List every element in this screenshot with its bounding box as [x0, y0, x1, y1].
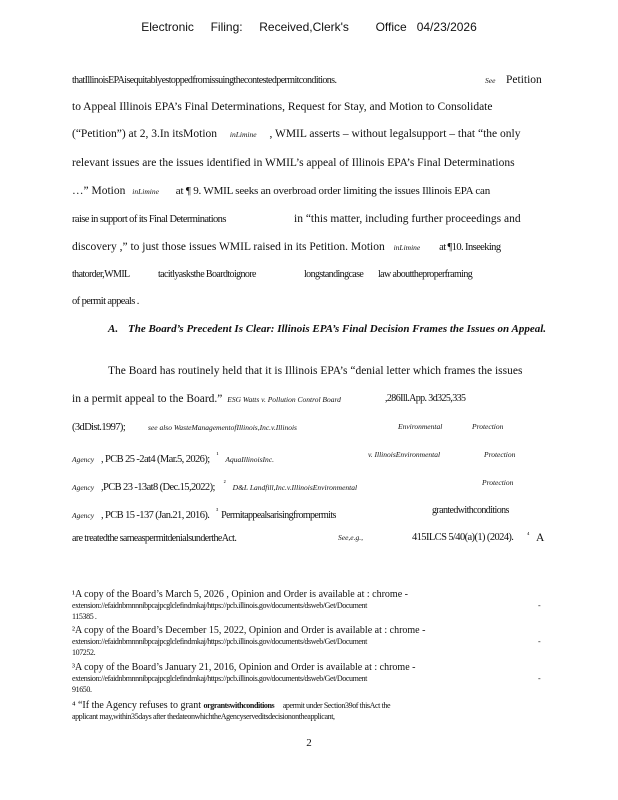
footnote-text: orgrantswithconditions: [203, 701, 275, 710]
footnote-1: [72, 589, 542, 622]
line-text: are treatedthe sameaspermitdenialsundertheAct.: [72, 533, 237, 544]
footnote-2: [72, 625, 542, 658]
citation-signal: See,e.g.,: [338, 533, 363, 542]
footnote-text: ³A copy of the Board’s January 21, 2016, Opinion and Order is available at : chrome -: [72, 662, 416, 673]
case-name: Protection: [482, 478, 514, 487]
case-term: inLimine: [132, 187, 159, 196]
heading-letter: A.: [108, 323, 119, 335]
body-line-9: of permit appeals .: [72, 296, 139, 307]
footnote-text: ¹A copy of the Board’s March 5, 2026 , Opinion and Order is available at : chrome -: [72, 589, 408, 600]
body-line-7: [72, 240, 500, 255]
line-text: tacitlyasksthe Boardtoignore: [158, 269, 256, 280]
case-name: D&L Landfill,Inc.v.IllinoisEnvironmental: [232, 482, 358, 492]
body-line-1: [72, 73, 542, 88]
case-name: see also WasteManagementofIllinois,Inc.v.Illinois: [148, 423, 297, 432]
footnote-text: applicant may,within35days after thedateonwhichtheAgencyserveditsdecisionontheapplicant,: [72, 712, 335, 721]
case-name: Agency: [72, 482, 95, 492]
case-name: Agency: [72, 510, 95, 520]
footnote-text: -: [538, 637, 541, 646]
line-text: 415ILCS 5/40(a)(1) (2024).: [412, 532, 514, 543]
line-text: thatIllinoisEPAisequitablyestoppedfromissuingthecontestedpermitconditions.: [72, 75, 337, 86]
body-line-3: [72, 127, 520, 142]
body-line-2: to Appeal Illinois EPA’s Final Determinations, Request for Stay, and Motion to Consolidate: [72, 101, 493, 113]
body-line-14: [72, 476, 514, 495]
page-number: 2: [306, 737, 312, 749]
case-name: v. IllinoisEnvironmental: [368, 450, 441, 459]
case-name: AquaIllinoisInc.: [225, 454, 274, 464]
line-text: Permitappealsarisingfrompermits: [221, 509, 336, 521]
footnote-text: 115385 .: [72, 612, 97, 621]
footnote-text: -: [538, 674, 541, 683]
footnote-ref: ¹: [216, 451, 219, 459]
heading-text: The Board’s Precedent Is Clear: Illinois EPA’s Final Decision Frames the Issues on Appeal.: [128, 323, 547, 335]
line-text: , WMIL asserts – without legalsupport – that “the only: [269, 128, 521, 140]
footnote-url: extension://efaidnbmnnnibpcajpcglclefindmkaj/https://pcb.illinois.gov/documents/dsweb/Get/Document: [72, 674, 367, 683]
footnote-text: ²A copy of the Board’s December 15, 2022, Opinion and Order is available at : chrome -: [72, 625, 426, 636]
line-text: discovery ,” to just those issues WMIL raised in its Petition. Motion: [72, 241, 385, 253]
line-text: at ¶ 9. WMIL seeks an overbroad order limiting the issues Illinois EPA can: [175, 185, 491, 197]
case-name: ESG Watts v. Pollution Control Board: [227, 395, 341, 404]
body-line-16: [72, 531, 545, 546]
body-line-15: [72, 504, 509, 523]
body-line-11: [72, 392, 466, 407]
line-text: (3dDist.1997);: [72, 422, 126, 433]
body-line-6: [72, 212, 521, 227]
footnote-text: -: [538, 601, 541, 610]
case-name: Protection: [472, 422, 504, 431]
footnote-3: [72, 662, 542, 695]
body-line-10: The Board has routinely held that it is Illinois EPA’s “denial letter which frames the issues: [108, 365, 523, 377]
footnote-url: extension://efaidnbmnnnibpcajpcglclefindmkaj/https://pcb.illinois.gov/documents/dsweb/Get/Document: [72, 601, 367, 610]
line-text: raise in support of its Final Determinations: [72, 214, 226, 225]
footnote-text: 91650.: [72, 685, 92, 694]
case-name: Agency: [72, 454, 95, 464]
line-text: ,PCB 23 -13at8 (Dec.15,2022);: [100, 481, 215, 493]
line-text: thatorder,WMIL: [72, 269, 130, 280]
line-text: , PCB 25 -2at4 (Mar.5, 2026);: [100, 453, 210, 465]
line-text: , PCB 15 -137 (Jan.21, 2016).: [100, 509, 210, 521]
line-text: in “this matter, including further proceedings and: [294, 213, 521, 225]
body-line-12: [72, 420, 504, 435]
line-text: grantedwithconditions: [432, 505, 509, 516]
footnote-text: 107252.: [72, 648, 96, 657]
line-text: longstandingcase: [304, 269, 364, 280]
footnote-text: ⁴ “If the Agency refuses to grant: [72, 700, 201, 711]
citation-signal: See: [485, 76, 496, 85]
body-line-5: [72, 184, 490, 199]
filing-header: Electronic Filing: Received,Clerk's Office 04/23/2026: [141, 20, 477, 34]
footnote-text: apermit under Section39of thisAct the: [282, 701, 391, 710]
line-text: Petition: [506, 74, 542, 86]
case-term: inLimine: [229, 130, 257, 139]
case-term: inLimine: [393, 243, 421, 252]
footnote-4: [72, 700, 542, 722]
line-text: in a permit appeal to the Board.”: [72, 393, 223, 405]
line-text: (“Petition”) at 2, 3.In itsMotion: [72, 128, 218, 140]
case-name: Environmental: [398, 422, 443, 431]
section-heading: [108, 323, 548, 336]
case-name: Protection: [484, 450, 516, 459]
line-text: ,286Ill.App. 3d325,335: [385, 393, 466, 404]
line-text: …” Motion: [72, 185, 126, 197]
footnote-ref: ⁴: [527, 531, 530, 539]
line-text: at ¶10. Inseeking: [439, 242, 501, 253]
footnote-url: extension://efaidnbmnnnibpcajpcglclefindmkaj/https://pcb.illinois.gov/documents/dsweb/Get/Document: [72, 637, 367, 646]
body-line-8: [72, 268, 473, 282]
footnote-ref: ²: [223, 479, 226, 487]
body-line-13: [72, 448, 516, 467]
footnote-ref: ³: [216, 507, 219, 515]
line-text: A: [536, 532, 545, 544]
line-text: law abouttheproperframing: [378, 269, 473, 280]
body-line-4: relevant issues are the issues identified in WMIL’s appeal of Illinois EPA’s Final Determinations: [72, 157, 515, 169]
